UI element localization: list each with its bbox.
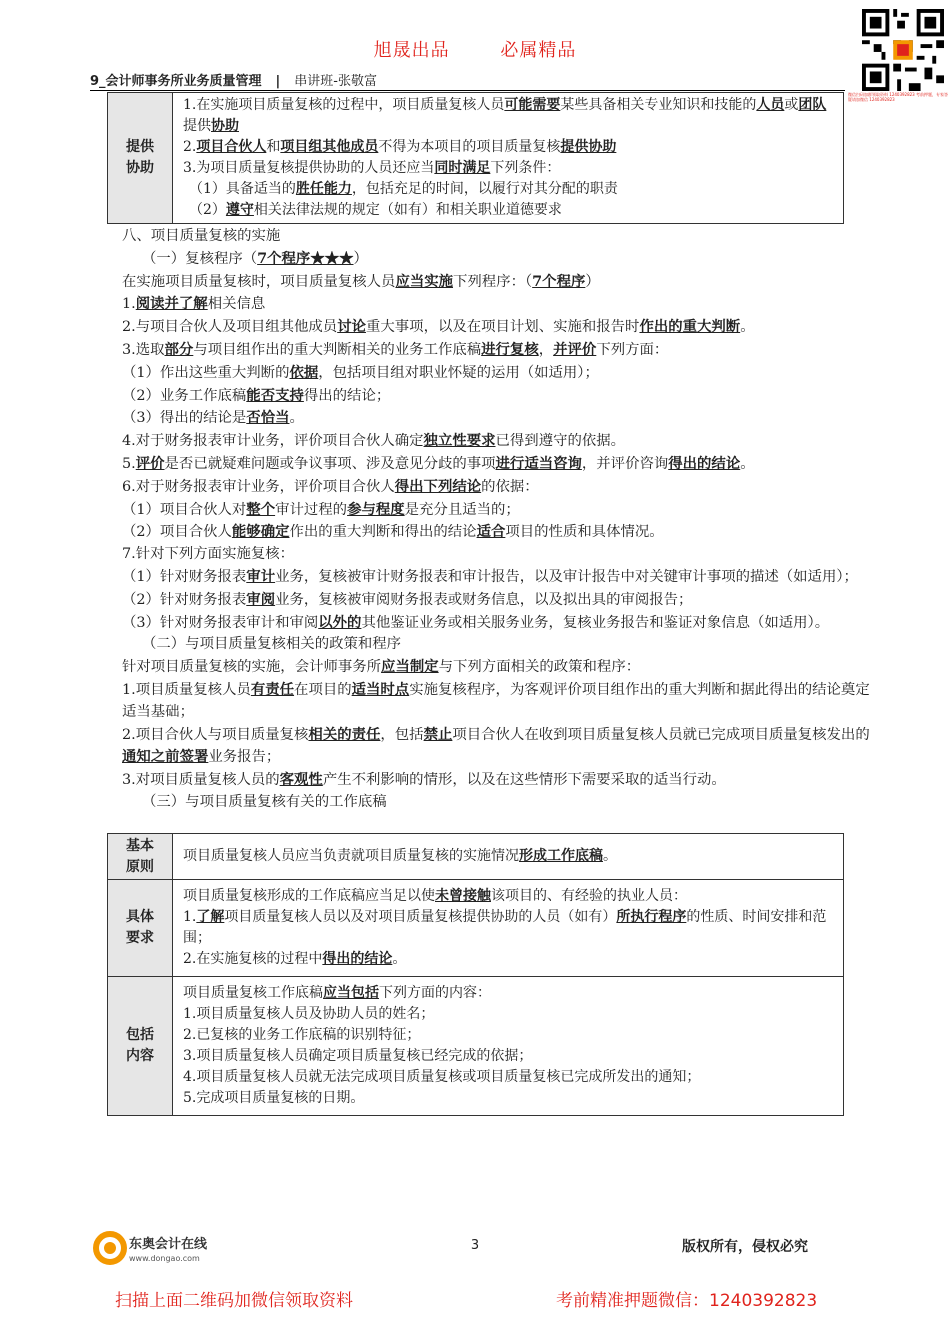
workpaper-line — [183, 983, 835, 1004]
body-paragraph — [122, 248, 870, 271]
assist-content — [173, 93, 844, 224]
lecture-name: 串讲班-张敬富 — [294, 74, 377, 89]
text-run: 重大事项，以及在项目计划、实施和报告时 — [366, 319, 640, 336]
highlight-term: 禁止 — [423, 725, 453, 743]
highlight-term: 参与程度 — [347, 500, 405, 518]
workpaper-line — [183, 1088, 835, 1109]
text-run: 项目合伙人在收到项目质量复核人员就已完成项目质量复核发出的 — [452, 726, 870, 743]
highlight-term: 否恰当 — [246, 409, 290, 427]
highlight-term: 部分 — [164, 340, 194, 358]
text-run: 业务报告； — [208, 749, 281, 766]
text-run: 实施复核程序，为客观评价项目组作出的重大判断和据此得出的结论奠定适当基础； — [122, 681, 870, 720]
workpaper-row-label-text: 包括 内容 — [126, 1027, 154, 1064]
body-paragraph — [122, 634, 870, 656]
text-run: 是充分且适当的； — [404, 501, 520, 518]
text-run: 不得为本项目的项目质量复核 — [378, 139, 561, 155]
highlight-term: 形成工作底稿 — [519, 848, 603, 864]
text-run: 某些具备相关专业知识和技能的 — [560, 97, 757, 113]
text-run: 项目质量复核形成的工作底稿应当足以使 — [183, 888, 435, 904]
text-run: 与项目组作出的重大判断相关的业务工作底稿 — [193, 341, 482, 358]
highlight-term: 适当时点 — [351, 680, 410, 698]
text-run: 已得到遵守的依据。 — [495, 433, 626, 450]
text-run: 2.项目合伙人与项目质量复核 — [122, 726, 309, 743]
assist-line — [183, 179, 835, 200]
text-run: 4.项目质量复核人员就无法完成项目质量复核或项目质量复核已完成所发出的通知； — [183, 1069, 701, 1085]
body-paragraph — [122, 792, 870, 814]
highlight-term: 得出下列结论 — [394, 477, 482, 495]
body-paragraph — [122, 612, 870, 635]
workpaper-row — [108, 977, 844, 1116]
highlight-term: 未曾接触 — [435, 888, 491, 904]
text-run: 3.对项目质量复核人员的 — [122, 772, 280, 789]
bottom-right-promo: 考前精准押题微信：1240392823 — [556, 1291, 818, 1311]
text-run: 或 — [784, 97, 799, 113]
text-run: 下列方面的内容： — [379, 985, 491, 1001]
text-run: 作出的重大判断和得出的结论 — [289, 524, 477, 541]
highlight-term: 评价 — [135, 454, 165, 472]
text-run: （2）针对财务报表 — [122, 591, 247, 608]
body-paragraph — [122, 271, 870, 294]
highlight-term: 整个 — [246, 500, 276, 518]
body-paragraph — [122, 339, 870, 362]
workpaper-line — [183, 907, 835, 949]
text-run: 4.对于财务报表审计业务，评价项目合伙人确定 — [122, 433, 424, 450]
text-run: 。 — [740, 455, 755, 472]
text-run: 业务，复核被审阅财务报表或财务信息，以及拟出具的审阅报告； — [275, 591, 693, 608]
workpaper-table — [107, 833, 844, 1116]
text-run: 其他鉴证业务或相关服务业务，复核业务报告和鉴证对象信息（如适用）。 — [361, 614, 830, 631]
body-paragraph — [122, 544, 870, 566]
assist-line — [183, 95, 835, 137]
highlight-term: 了解 — [196, 909, 225, 925]
text-run: 3.为项目质量复核提供协助的人员还应当 — [183, 160, 435, 176]
body-paragraph — [122, 316, 870, 339]
text-run: 相关信息 — [207, 296, 266, 313]
highlight-term: 所执行程序 — [616, 909, 687, 925]
qr-caption: 微信扫码加群领取资料 1240392823 考前押题，专家答疑请加微信 1240392823 — [848, 92, 948, 102]
highlight-term: 得出的结论 — [668, 454, 741, 472]
body-paragraph — [122, 566, 870, 589]
logo-text: 东奥会计在线 — [129, 1237, 208, 1252]
workpaper-line — [183, 846, 835, 867]
text-run: 项目质量复核工作底稿 — [183, 985, 323, 1001]
workpaper-row — [108, 880, 844, 977]
copyright-notice: 版权所有，侵权必究 — [682, 1239, 808, 1255]
highlight-term: 提供协助 — [560, 139, 617, 155]
text-run: 2.已复核的业务工作底稿的识别特征； — [183, 1027, 421, 1043]
text-run: （1）具备适当的 — [189, 181, 296, 197]
text-run: 2.与项目合伙人及项目组其他成员 — [122, 319, 338, 336]
text-run: （1）针对财务报表 — [122, 568, 247, 585]
assist-line — [183, 200, 835, 221]
text-run: （2） — [189, 202, 226, 218]
workpaper-row-content — [173, 977, 844, 1116]
header-rule — [90, 90, 845, 91]
text-run: （2）项目合伙人 — [122, 524, 232, 541]
logo-url: www.dongao.com — [129, 1254, 200, 1263]
text-run: 和 — [266, 139, 281, 155]
workpaper-line — [183, 1025, 835, 1046]
workpaper-row-label-text: 基本 原则 — [126, 837, 154, 875]
body-paragraph — [122, 656, 870, 679]
text-run: 1.项目质量复核人员及协助人员的姓名； — [183, 1006, 435, 1022]
text-run: 1.在实施项目质量复核的过程中，项目质量复核人员 — [183, 97, 505, 113]
text-run: 项目的性质和具体情况。 — [505, 524, 664, 541]
chapter-title: 9_会计师事务所业务质量管理 — [90, 74, 262, 89]
highlight-term: 遵守 — [225, 202, 254, 218]
highlight-term: 同时满足 — [434, 160, 491, 176]
body-paragraph — [122, 385, 870, 408]
highlight-term: 独立性要求 — [423, 432, 496, 450]
text-run: 该项目的、有经验的执业人员： — [491, 888, 687, 904]
text-run: （1）项目合伙人对 — [122, 501, 247, 518]
text-run: 是否已就疑难问题或争议事项、涉及意见分歧的事项 — [164, 455, 496, 472]
header-separator: | — [275, 74, 281, 89]
body-paragraph — [122, 589, 870, 612]
top-slogan — [0, 36, 950, 62]
workpaper-line — [183, 949, 835, 970]
highlight-term: 能够确定 — [231, 523, 290, 541]
body-paragraph — [122, 679, 870, 724]
highlight-term: 可能需要 — [504, 97, 561, 113]
text-run: （2）业务工作底稿 — [122, 387, 247, 404]
text-run: 针对项目质量复核的实施，会计师事务所 — [122, 659, 382, 676]
assist-label — [108, 93, 173, 224]
text-run: （3）得出的结论是 — [122, 410, 247, 427]
body-paragraph — [122, 521, 870, 544]
highlight-term: 阅读并了解 — [135, 295, 208, 313]
text-run: 5. — [122, 455, 136, 472]
page-header — [90, 70, 377, 89]
text-run: （一）复核程序（ — [142, 250, 258, 267]
highlight-term: 依据 — [289, 363, 319, 381]
page-number: 3 — [470, 1238, 480, 1253]
text-run: 7.针对下列方面实施复核： — [122, 546, 295, 563]
text-run: ，并评价咨询 — [581, 455, 669, 472]
highlight-term: 讨论 — [337, 318, 366, 336]
highlight-term: 胜任能力 — [295, 181, 352, 197]
text-run: ，包括充足的时间，以履行对其分配的职责 — [351, 181, 618, 197]
text-run: 审计过程的 — [275, 501, 348, 518]
body-paragraph — [122, 499, 870, 522]
text-run: 3.选取 — [122, 341, 165, 358]
body-paragraph — [122, 724, 870, 770]
slogan-left: 旭晟出品 — [373, 40, 450, 61]
text-run: 6.对于财务报表审计业务，评价项目合伙人 — [122, 478, 395, 495]
body-paragraph — [122, 453, 870, 476]
qr-code-icon[interactable] — [862, 8, 944, 92]
highlight-term: 审计 — [246, 567, 276, 585]
text-run: 得出的结论； — [303, 387, 391, 404]
text-run: （二）与项目质量复核相关的政策和程序 — [142, 636, 402, 653]
highlight-term: 通知之前签署 — [122, 748, 209, 766]
text-run: 5.完成项目质量复核的日期。 — [183, 1090, 365, 1106]
workpaper-row-label-text: 具体 要求 — [126, 909, 154, 946]
highlight-term: 能否支持 — [246, 386, 304, 404]
highlight-term: 进行复核 — [481, 340, 539, 358]
text-run: ， — [538, 341, 554, 358]
workpaper-line — [183, 886, 835, 907]
highlight-term: 以外的 — [318, 613, 362, 631]
text-run: 。 — [289, 410, 304, 427]
text-run: 八、项目质量复核的实施 — [122, 228, 281, 244]
text-run: 的性质、时间安排和范围； — [183, 909, 827, 946]
text-run: 下列方面： — [596, 341, 669, 358]
highlight-term: 应当制定 — [381, 658, 439, 676]
body-paragraph — [122, 293, 870, 316]
text-run: 3.项目质量复核人员确定项目质量复核已经完成的依据； — [183, 1048, 533, 1064]
assist-line — [183, 158, 835, 179]
highlight-term: 7个程序★★★ — [257, 249, 354, 267]
text-run: 。 — [392, 951, 407, 967]
workpaper-row-label — [108, 977, 173, 1116]
text-run: 产生不利影响的情形，以及在这些情形下需要采取的适当行动。 — [322, 772, 726, 789]
text-run: 的依据： — [481, 478, 539, 495]
highlight-term: 项目合伙人 — [196, 139, 267, 155]
workpaper-row — [108, 834, 844, 880]
body-paragraph — [122, 769, 870, 792]
highlight-term: 项目组其他成员 — [280, 139, 379, 155]
highlight-term: 7个程序 — [532, 272, 586, 290]
highlight-term: 客观性 — [279, 771, 323, 789]
highlight-term: 相关的责任 — [308, 725, 381, 743]
workpaper-row-label — [108, 834, 173, 880]
bottom-left-promo: 扫描上面二维码加微信领取资料 — [115, 1291, 353, 1311]
workpaper-row-content — [173, 880, 844, 977]
body-text — [122, 226, 870, 814]
text-run: （三）与项目质量复核有关的工作底稿 — [142, 793, 387, 810]
assist-label-text: 提供 协助 — [126, 139, 154, 176]
highlight-term: 应当实施 — [395, 272, 454, 290]
highlight-term: 团队 — [798, 97, 827, 113]
highlight-term: 进行适当咨询 — [495, 454, 582, 472]
text-run: 2.在实施复核的过程中 — [183, 951, 323, 967]
highlight-term: 作出的重大判断 — [639, 318, 741, 336]
assist-table — [107, 92, 844, 224]
text-run: 下列程序：（ — [453, 273, 533, 290]
body-paragraph — [122, 407, 870, 430]
body-paragraph — [122, 476, 870, 499]
text-run: 在项目的 — [294, 681, 352, 698]
text-run: ，包括 — [380, 726, 424, 743]
body-paragraph — [122, 430, 870, 453]
highlight-term: 应当包括 — [323, 985, 379, 1001]
text-run: 项目质量复核人员应当负责就项目质量复核的实施情况 — [183, 848, 519, 864]
workpaper-line — [183, 1004, 835, 1025]
text-run: 下列条件： — [490, 160, 561, 176]
highlight-term: 人员 — [756, 97, 785, 113]
body-paragraph — [122, 362, 870, 385]
highlight-term: 适合 — [476, 523, 506, 541]
workpaper-row-content — [173, 834, 844, 880]
highlight-term: 审阅 — [246, 590, 276, 608]
slogan-right: 必属精品 — [500, 40, 577, 61]
text-run: ） — [585, 273, 600, 290]
text-run: 1. — [122, 296, 136, 313]
text-run: 与下列方面相关的政策和程序： — [438, 659, 641, 676]
body-paragraph — [122, 226, 870, 248]
text-run: （1）作出这些重大判断的 — [122, 364, 290, 381]
text-run: ，包括项目组对职业怀疑的运用（如适用）； — [318, 364, 599, 381]
text-run: 项目质量复核人员以及对项目质量复核提供协助的人员（如有） — [224, 909, 617, 925]
text-run: 1.项目质量复核人员 — [122, 681, 251, 698]
text-run: 。 — [603, 848, 617, 864]
text-run: 。 — [740, 319, 755, 336]
highlight-term: 协助 — [211, 118, 239, 134]
workpaper-line — [183, 1067, 835, 1088]
text-run: 相关法律法规的规定（如有）和相关职业道德要求 — [253, 202, 562, 218]
workpaper-line — [183, 1046, 835, 1067]
assist-line — [183, 137, 835, 158]
text-run: 在实施项目质量复核时，项目质量复核人员 — [122, 273, 396, 290]
text-run: ） — [353, 250, 368, 267]
text-run: 2. — [183, 139, 197, 155]
text-run: 业务，复核被审计财务报表和审计报告，以及审计报告中对关键审计事项的描述（如适用）； — [275, 568, 858, 585]
text-run: （3）针对财务报表审计和审阅 — [122, 614, 319, 631]
text-run: 1. — [183, 909, 197, 925]
highlight-term: 并评价 — [553, 340, 597, 358]
highlight-term: 得出的结论 — [322, 951, 393, 967]
workpaper-row-label — [108, 880, 173, 977]
text-run: 提供 — [183, 118, 211, 134]
highlight-term: 有责任 — [250, 680, 295, 698]
